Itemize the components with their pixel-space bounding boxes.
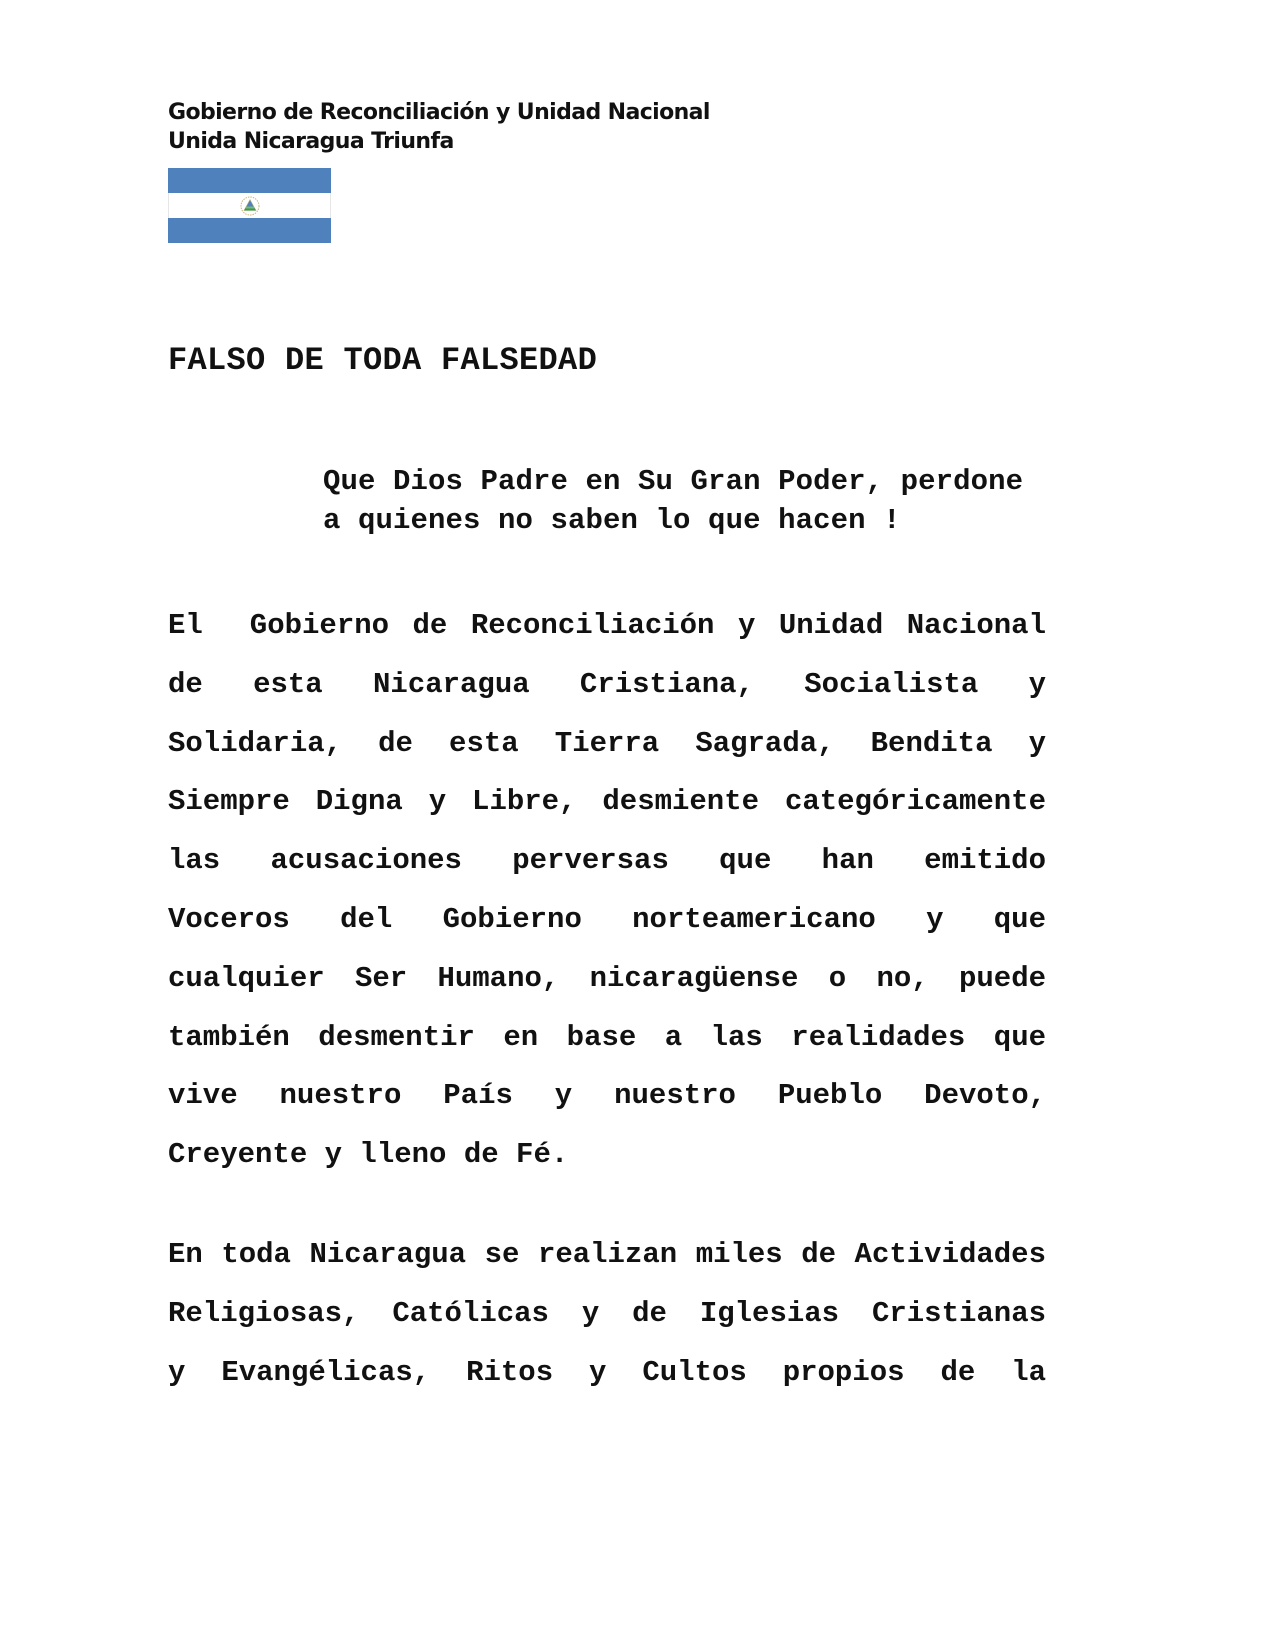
nicaragua-flag-icon [168,168,331,243]
paragraph-line: Voceros del Gobierno norteamericano y que [168,902,1046,936]
paragraph-line: y Evangélicas, Ritos y Cultos propios de la [168,1355,1046,1389]
flag-middle-stripe [168,193,331,218]
document-title: FALSO DE TODA FALSEDAD [168,342,598,379]
epigraph-line: Que Dios Padre en Su Gran Poder, perdone [323,465,1024,498]
letterhead-government-name: Gobierno de Reconciliación y Unidad Nacional [168,100,710,125]
paragraph-line: Religiosas, Católicas y de Iglesias Cristianas [168,1296,1046,1330]
paragraph-2 [168,1226,1046,1402]
paragraph-line: Siempre Digna y Libre, desmiente categóricamente [168,785,1046,819]
coat-of-arms-icon [240,196,260,216]
epigraph-line: a quienes no saben lo que hacen ! [323,504,901,537]
paragraph-line: cualquier Ser Humano, nicaragüense o no, puede [168,961,1046,995]
letterhead-slogan: Unida Nicaragua Triunfa [168,129,454,154]
paragraph-line: las acusaciones perversas que han emitido [168,844,1046,878]
letterhead [168,98,710,156]
epigraph [323,462,1083,540]
paragraph-line: En toda Nicaragua se realizan miles de Actividades [168,1238,1046,1271]
paragraph-line: de esta Nicaragua Cristiana, Socialista y [168,667,1046,701]
paragraph-line: El Gobierno de Reconciliación y Unidad Nacional [168,609,1046,642]
flag-bottom-stripe [168,218,331,243]
paragraph-1 [168,597,1046,1185]
paragraph-line: vive nuestro País y nuestro Pueblo Devoto, [168,1079,1046,1113]
paragraph-line: Creyente y lleno de Fé. [168,1138,569,1172]
paragraph-line: Solidaria, de esta Tierra Sagrada, Bendita y [168,726,1046,760]
flag-top-stripe [168,168,331,193]
paragraph-line: también desmentir en base a las realidades que [168,1020,1046,1054]
